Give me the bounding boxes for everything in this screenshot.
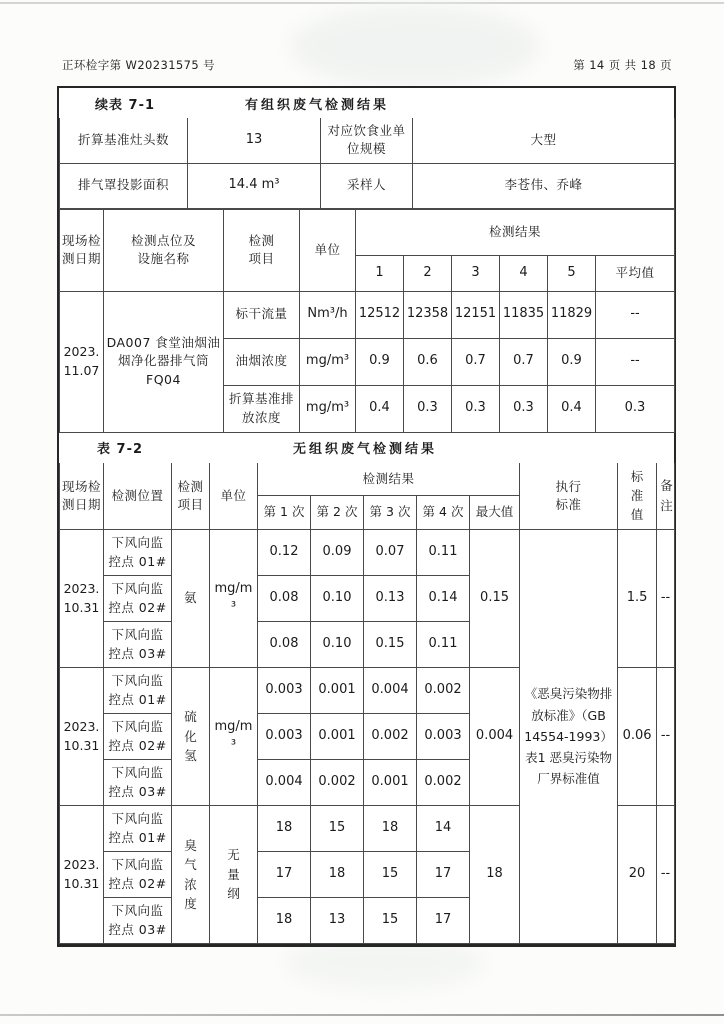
t1-unit-cell: mg/m³ <box>300 338 356 385</box>
t2-location-cell: 下风向监控点 01# <box>104 530 172 576</box>
t1-header-date: 现场检测日期 <box>60 209 104 291</box>
t2-value-cell: 17 <box>417 852 470 898</box>
t1-info-value: 14.4 m³ <box>188 163 321 208</box>
table2-results <box>59 463 675 945</box>
page-indicator: 第 14 页 共 18 页 <box>573 58 672 72</box>
t2-value-cell: 0.07 <box>364 530 417 576</box>
t1-point-cell: DA007 食堂油烟油烟净化器排气筒 FQ04 <box>104 291 224 432</box>
t1-unit-cell: Nm³/h <box>300 291 356 338</box>
t2-header-col: 最大值 <box>470 496 520 530</box>
t1-value-cell: 0.3 <box>452 385 500 432</box>
t1-unit-cell: mg/m³ <box>300 385 356 432</box>
table1-results <box>59 209 675 433</box>
t1-value-cell: 0.9 <box>548 338 596 385</box>
t2-value-cell: 13 <box>311 898 364 944</box>
table1-caption <box>59 88 674 118</box>
table1-caption-title: 有组织废气检测结果 <box>245 97 390 113</box>
report-code: 正环检字第 W20231575 号 <box>62 58 216 72</box>
t1-header-point: 检测点位及设施名称 <box>104 209 224 291</box>
t1-value-cell: 0.3 <box>500 385 548 432</box>
t1-header-col: 3 <box>452 255 500 291</box>
t2-value-cell: 0.003 <box>258 668 311 714</box>
t1-info-label: 折算基准灶头数 <box>60 118 188 163</box>
t1-info-label: 排气罩投影面积 <box>60 163 188 208</box>
t1-info-label: 采样人 <box>321 163 413 208</box>
t2-value-cell: 0.11 <box>417 530 470 576</box>
t2-value-cell: 0.004 <box>364 668 417 714</box>
t2-remark-cell: -- <box>657 668 675 806</box>
t2-header-result: 检测结果 <box>258 463 520 496</box>
t2-value-cell: 0.08 <box>258 622 311 668</box>
t1-header-col: 4 <box>500 255 548 291</box>
t1-average-cell: 0.3 <box>596 385 675 432</box>
t2-location-cell: 下风向监控点 03# <box>104 622 172 668</box>
t2-value-cell: 0.11 <box>417 622 470 668</box>
t1-info-value: 李苍伟、乔峰 <box>413 163 675 208</box>
t1-value-cell: 0.4 <box>548 385 596 432</box>
t1-header-item: 检测项目 <box>224 209 300 291</box>
t2-date-cell: 2023.10.31 <box>60 530 104 668</box>
table2-caption-label: 表 7-2 <box>97 442 144 457</box>
t1-value-cell: 0.7 <box>500 338 548 385</box>
t2-value-cell: 14 <box>417 806 470 852</box>
t2-remark-cell: -- <box>657 530 675 668</box>
t2-value-cell: 0.10 <box>311 576 364 622</box>
t1-header-unit: 单位 <box>300 209 356 291</box>
t2-standard-cell: 《恶臭污染物排放标准》（GB 14554-1993）表1 恶臭污染物厂界标准值 <box>520 530 618 944</box>
t2-value-cell: 0.002 <box>311 760 364 806</box>
t2-value-cell: 0.003 <box>258 714 311 760</box>
page-header <box>62 57 672 73</box>
t2-unit-cell: 无量纲 <box>210 806 258 944</box>
scan-edge-bottom <box>0 1014 724 1016</box>
t1-header-col: 5 <box>548 255 596 291</box>
t2-value-cell: 0.002 <box>364 714 417 760</box>
t1-info-value: 13 <box>188 118 321 163</box>
t1-info-label: 对应饮食业单位规模 <box>321 118 413 163</box>
t2-value-cell: 18 <box>258 806 311 852</box>
t1-header-average: 平均值 <box>596 255 675 291</box>
t2-value-cell: 18 <box>364 806 417 852</box>
t2-value-cell: 15 <box>364 852 417 898</box>
t2-location-cell: 下风向监控点 02# <box>104 576 172 622</box>
scan-edge-top <box>0 2 724 4</box>
t2-item-cell: 硫化氢 <box>172 668 210 806</box>
t2-value-cell: 0.002 <box>417 668 470 714</box>
table2-caption-title: 无组织废气检测结果 <box>293 442 438 457</box>
t1-value-cell: 11835 <box>500 291 548 338</box>
t2-date-cell: 2023.10.31 <box>60 806 104 944</box>
table1-info <box>59 118 675 209</box>
t2-location-cell: 下风向监控点 03# <box>104 760 172 806</box>
t2-item-cell: 臭气浓度 <box>172 806 210 944</box>
t2-item-cell: 氨 <box>172 530 210 668</box>
t2-header-unit: 单位 <box>210 463 258 530</box>
t2-location-cell: 下风向监控点 02# <box>104 714 172 760</box>
t2-max-cell: 0.004 <box>470 668 520 806</box>
t2-value-cell: 17 <box>417 898 470 944</box>
t1-header-col: 1 <box>356 255 404 291</box>
t2-value-cell: 0.14 <box>417 576 470 622</box>
t1-value-cell: 11829 <box>548 291 596 338</box>
t2-value-cell: 0.10 <box>311 622 364 668</box>
t2-value-cell: 0.15 <box>364 622 417 668</box>
t2-location-cell: 下风向监控点 01# <box>104 806 172 852</box>
t1-value-cell: 12151 <box>452 291 500 338</box>
t1-value-cell: 12512 <box>356 291 404 338</box>
t2-value-cell: 0.001 <box>311 714 364 760</box>
t2-value-cell: 0.001 <box>311 668 364 714</box>
t1-item-cell: 标干流量 <box>224 291 300 338</box>
t2-value-cell: 18 <box>258 898 311 944</box>
t2-max-cell: 18 <box>470 806 520 944</box>
t2-value-cell: 0.004 <box>258 760 311 806</box>
t1-value-cell: 0.6 <box>404 338 452 385</box>
t2-value-cell: 0.002 <box>417 760 470 806</box>
report-sheet <box>57 86 676 947</box>
t2-value-cell: 0.001 <box>364 760 417 806</box>
t2-location-cell: 下风向监控点 02# <box>104 852 172 898</box>
table1-caption-label: 续表 7-1 <box>95 97 156 113</box>
t2-value-cell: 0.003 <box>417 714 470 760</box>
t2-value-cell: 0.13 <box>364 576 417 622</box>
t2-standard-value-cell: 1.5 <box>618 530 657 668</box>
t2-header-item: 检测项目 <box>172 463 210 530</box>
t2-header-col: 第 1 次 <box>258 496 311 530</box>
t2-header-standard-value: 标准值 <box>618 463 657 530</box>
t1-value-cell: 0.4 <box>356 385 404 432</box>
t2-header-col: 第 3 次 <box>364 496 417 530</box>
t1-header-result: 检测结果 <box>356 209 675 255</box>
t2-unit-cell: mg/m³ <box>210 530 258 668</box>
t2-header-col: 第 2 次 <box>311 496 364 530</box>
t2-value-cell: 0.08 <box>258 576 311 622</box>
t1-date-cell: 2023.11.07 <box>60 291 104 432</box>
t2-location-cell: 下风向监控点 01# <box>104 668 172 714</box>
t2-value-cell: 0.09 <box>311 530 364 576</box>
t2-value-cell: 15 <box>311 806 364 852</box>
t2-value-cell: 0.12 <box>258 530 311 576</box>
t2-standard-value-cell: 20 <box>618 806 657 944</box>
t1-value-cell: 0.3 <box>404 385 452 432</box>
t1-info-value: 大型 <box>413 118 675 163</box>
t2-value-cell: 17 <box>258 852 311 898</box>
t1-item-cell: 折算基准排放浓度 <box>224 385 300 432</box>
t2-unit-cell: mg/m³ <box>210 668 258 806</box>
t2-header-location: 检测位置 <box>104 463 172 530</box>
t2-value-cell: 15 <box>364 898 417 944</box>
t2-max-cell: 0.15 <box>470 530 520 668</box>
t1-value-cell: 0.9 <box>356 338 404 385</box>
t2-value-cell: 18 <box>311 852 364 898</box>
t2-header-col: 第 4 次 <box>417 496 470 530</box>
t2-standard-value-cell: 0.06 <box>618 668 657 806</box>
t2-header-date: 现场检测日期 <box>60 463 104 530</box>
t2-header-remark: 备注 <box>657 463 675 530</box>
t1-value-cell: 0.7 <box>452 338 500 385</box>
t1-value-cell: 12358 <box>404 291 452 338</box>
t1-average-cell: -- <box>596 338 675 385</box>
t1-item-cell: 油烟浓度 <box>224 338 300 385</box>
bleedthrough-smudge <box>290 4 540 89</box>
table2-caption <box>59 433 674 463</box>
t2-date-cell: 2023.10.31 <box>60 668 104 806</box>
t2-location-cell: 下风向监控点 03# <box>104 898 172 944</box>
t1-average-cell: -- <box>596 291 675 338</box>
t2-remark-cell: -- <box>657 806 675 944</box>
t2-header-standard: 执行标准 <box>520 463 618 530</box>
t1-header-col: 2 <box>404 255 452 291</box>
